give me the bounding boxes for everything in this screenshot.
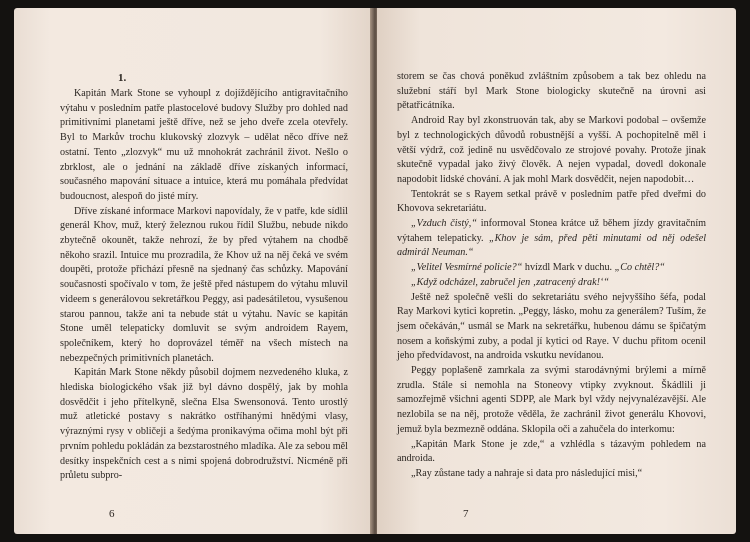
right-page [377, 8, 736, 534]
telepathy-line-3 [397, 276, 706, 291]
telepathy-line-1 [397, 217, 706, 261]
page-number: 6 [109, 508, 115, 520]
paragraph: Kapitán Mark Stone někdy působil dojmem nezvedeného kluka, z hlediska biologického však již byl dávno dospělý, jak by mohla dosvědčit i jeho přítelkyně, slečna Elsa Swensonová. Tento urostlý muž atletické postavy s nakrátko ostříhanými hnědými vlasy, výraznými rysy v obličeji a šedýma pronikavýma očima mohl být při prvním pohledu pokládán za bezstarostného mladíka. Ale za sebou měl desítky inspekčních cest a s nimi spojená dobrodružství. Nicméně při průletu subpro- [60, 367, 348, 482]
paragraph: Peggy poplašeně zamrkala za svými starodávnými brýlemi a mírně zrudla. Stále si nemohla na Stoneovy vtipky zvyknout. Škádlili ji samozřejmě všichni agenti SDPP, ale Mark byl vždy nejvynalézavější. Ale nezlobila se na něj, protože věděla, že zachránil život generálu Khovovi, jemuž byla bezmezně oddána. Sklopila oči a zahučela do interkomu: [397, 365, 706, 435]
paragraph: Ještě než společně vešli do sekretariátu svého nejvyššího šéfa, podal Ray Markovi kytici kopretin. „Peggy, lásko, mohu za generálem? Tuším, že jsem očekáván,“ usmál se Mark na sekretářku, hubenou dámu se špičatým nosem a koňskými zuby, a podal jí kytici od Raye. V duchu přitom ocenil jeho předvídavost, na androida vskutku nevídanou. [397, 291, 706, 362]
paragraph-continuation: storem se čas chová poněkud zvláštním způsobem a tak bez ohledu na služební stáří byl Mark Stone biologicky skutečně na úrovni asi pětatřicátníka. [397, 71, 706, 112]
paragraph: Android Ray byl zkonstruován tak, aby se Markovi podobal – ovšemže byl z technologických důvodů robustnější a vyšší. A pochopitelně měl i větší výdrž, což jedině nu usvědčovalo ze strojové povahy. Protože jinak skutečně vypadal jako živý člověk. A nejen vypadal, dovedl dokonale napodobit lidské chování. A jak mohl Mark dosvědčit, nejen napodobit… [397, 115, 706, 185]
paragraph: Dříve získané informace Markovi napovídaly, že v patře, kde sídlil generál Khov, muž, který železnou rukou řídil Službu, nebude nikdo zbytečně okounět, takže nehrozí, že by před výtahem na chodbě někoho srazil. Intuice mu prozradila, že Khov už na něj čeká ve svém doupěti, protože přichází přesně na sjednaný čas schůzky. Mapování současnosti spočívalo v tom, že ještě před nástupem do výtahu mluvil videem s generálovou sekretářkou Peggy, asi padesátiletou, vysušenou starou pannou, takže ani ta nebude stát u výtahu. Navíc se kapitán Stone uměl telepaticky domluvit se svým androidem Rayem, společníkem, který ho doprovázel téměř na všech místech na nebezpečných primitivních planetách. [60, 205, 348, 364]
italic-quote: „Khov je sám, před pěti minutami od něj odešel admirál Neuman.“ [397, 232, 707, 259]
chapter-number: 1. [118, 72, 127, 84]
italic-quote: „Velitel Vesmírné policie?“ [411, 262, 523, 274]
page-number: 7 [463, 508, 469, 520]
italic-quote: „Co chtěl?“ [614, 262, 665, 274]
right-page-text [397, 70, 706, 482]
paragraph: Kapitán Mark Stone se vyhoupl z dojíždějícího antigravitačního výtahu v posledním patře plastocelové budovy Služby pro dohled nad primitivními planetami ještě dříve, než se jeho dveře zcela otevřely. Byl to Markův trochu klukovský zlozvyk – udělat něco dříve než ostatní. Tento „zlozvyk“ mu už mnohokrát zachránil život. Nešlo o zbrklost, ale o jednání na základě dříve získaných informací, současného mapování situace a intuice, která mu pomáhala předvídat budoucnost, alespoň do jisté míry. [60, 88, 348, 202]
narration: hvízdl Mark v duchu. [522, 262, 615, 274]
paragraph: „Kapitán Mark Stone je zde,“ a vzhlédla s tázavým pohledem na androida. [397, 438, 706, 465]
paragraph: Tentokrát se s Rayem setkal právě v posledním patře před dveřmi do Khovova sekretariátu. [397, 188, 706, 215]
paragraph: „Ray zůstane tady a nahraje si data pro následující misi,“ [411, 467, 643, 479]
italic-quote: „Když odcházel, zabručel jen ‚zatracený drak!‘“ [411, 276, 609, 288]
left-page-text [60, 87, 348, 484]
narration: informoval Stonea krátce už během jízdy gravitačním výtahem telepaticky. [397, 218, 707, 244]
left-page [14, 8, 373, 534]
telepathy-line-2 [397, 261, 706, 276]
italic-quote: „Vzduch čistý,“ [411, 218, 477, 230]
